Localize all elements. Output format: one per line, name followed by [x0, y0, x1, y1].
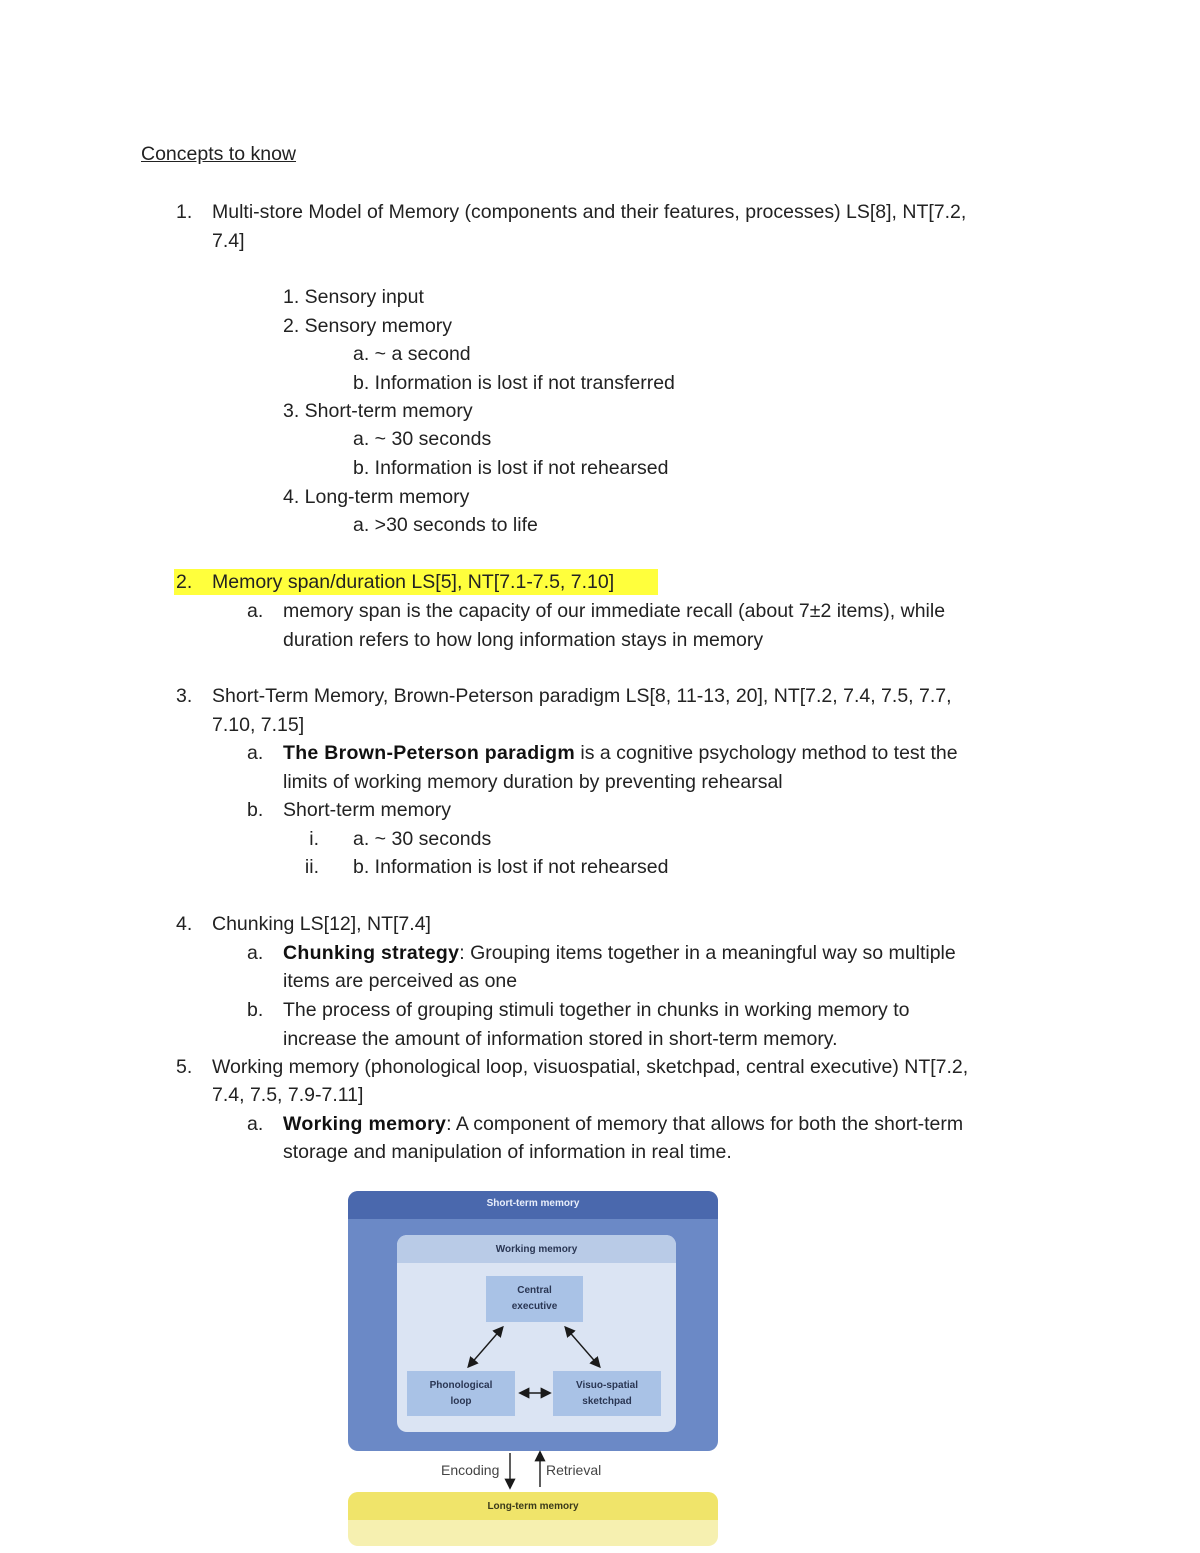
sub-text-cont: limits of working memory duration by preventing rehearsal — [283, 771, 783, 793]
sub-text-cont: duration refers to how long information stays in memory — [283, 629, 764, 651]
working-memory-label: Working memory — [495, 1244, 578, 1255]
sub-text — [283, 741, 958, 765]
sub-marker: b. — [247, 999, 264, 1021]
item-text: Working memory (phonological loop, visuospatial, sketchpad, central executive) NT[7.2, — [212, 1056, 969, 1078]
item-text-highlighted: Memory span/duration LS[5], NT[7.1-7.5, 7.10] — [212, 571, 615, 593]
arrow-ce-visuospatial — [566, 1328, 599, 1366]
list-item: 4. Long-term memory — [283, 486, 470, 508]
item-number: 2. — [176, 571, 193, 593]
roman-text: b. Information is lost if not rehearsed — [353, 856, 669, 878]
visuospatial-sketchpad-line2: sketchpad — [582, 1395, 632, 1407]
item-text: Chunking LS[12], NT[7.4] — [212, 913, 431, 935]
phonological-loop-line2: loop — [450, 1395, 472, 1407]
sub-text: Short-term memory — [283, 799, 451, 821]
short-term-memory-label: Short-term memory — [486, 1198, 580, 1209]
list-item: 2. Sensory memory — [283, 315, 453, 337]
sub-text — [283, 1112, 963, 1136]
encoding-label: Encoding — [441, 1462, 500, 1478]
sub-text: memory span is the capacity of our immediate recall (about 7±2 items), while — [283, 600, 946, 622]
list-item: a. >30 seconds to life — [353, 514, 538, 536]
central-executive-line1: Central — [517, 1285, 552, 1296]
roman-text: a. ~ 30 seconds — [353, 828, 492, 850]
list-item: b. Information is lost if not rehearsed — [353, 457, 669, 479]
term-definition: is a cognitive psychology method to test the — [574, 742, 958, 764]
visuospatial-sketchpad-line1: Visuo-spatial — [575, 1379, 639, 1391]
long-term-memory-label: Long-term memory — [487, 1501, 579, 1512]
item-text: Multi-store Model of Memory (components and their features, processes) LS[8], NT[7.2, — [212, 201, 967, 223]
term-definition: : Grouping items together in a meaningful way so multiple — [459, 942, 956, 964]
sub-marker: a. — [247, 742, 264, 764]
sub-marker: a. — [247, 1113, 264, 1135]
item-text: Short-Term Memory, Brown-Peterson paradigm LS[8, 11-13, 20], NT[7.2, 7.4, 7.5, 7.7, — [212, 685, 952, 707]
list-item: b. Information is lost if not transferred — [353, 372, 675, 394]
sub-marker: a. — [247, 600, 264, 622]
sub-text — [283, 941, 956, 965]
working-memory-diagram — [345, 1188, 720, 1553]
term-bold: The Brown-Peterson paradigm — [283, 742, 575, 764]
roman-marker: i. — [309, 828, 319, 850]
phonological-loop-line1: Phonological — [429, 1379, 493, 1391]
term-definition: : A component of memory that allows for both the short-term — [446, 1113, 964, 1135]
item-number: 1. — [176, 201, 193, 223]
item-number: 3. — [176, 685, 193, 707]
sub-text-cont: increase the amount of information stored in short-term memory. — [283, 1028, 838, 1050]
item-text-cont: 7.4, 7.5, 7.9-7.11] — [212, 1084, 364, 1106]
term-bold: Working memory — [283, 1113, 447, 1135]
item-number: 5. — [176, 1056, 193, 1078]
roman-marker: ii. — [304, 856, 319, 878]
retrieval-label: Retrieval — [546, 1462, 602, 1478]
page-title: Concepts to know — [141, 143, 297, 165]
item-text-cont: 7.4] — [212, 230, 245, 252]
sub-text-cont: items are perceived as one — [283, 970, 518, 992]
term-bold: Chunking strategy — [283, 942, 460, 964]
list-item: a. ~ a second — [353, 343, 471, 365]
sub-marker: b. — [247, 799, 264, 821]
item-text-cont: 7.10, 7.15] — [212, 714, 305, 736]
item-number: 4. — [176, 913, 193, 935]
sub-marker: a. — [247, 942, 264, 964]
sub-text: The process of grouping stimuli together in chunks in working memory to — [283, 999, 910, 1021]
list-item: 3. Short-term memory — [283, 400, 473, 422]
sub-text-cont: storage and manipulation of information in real time. — [283, 1141, 732, 1163]
central-executive-line2: executive — [511, 1301, 558, 1312]
list-item: a. ~ 30 seconds — [353, 428, 492, 450]
list-item: 1. Sensory input — [283, 286, 424, 308]
arrow-ce-phonological — [469, 1328, 502, 1366]
